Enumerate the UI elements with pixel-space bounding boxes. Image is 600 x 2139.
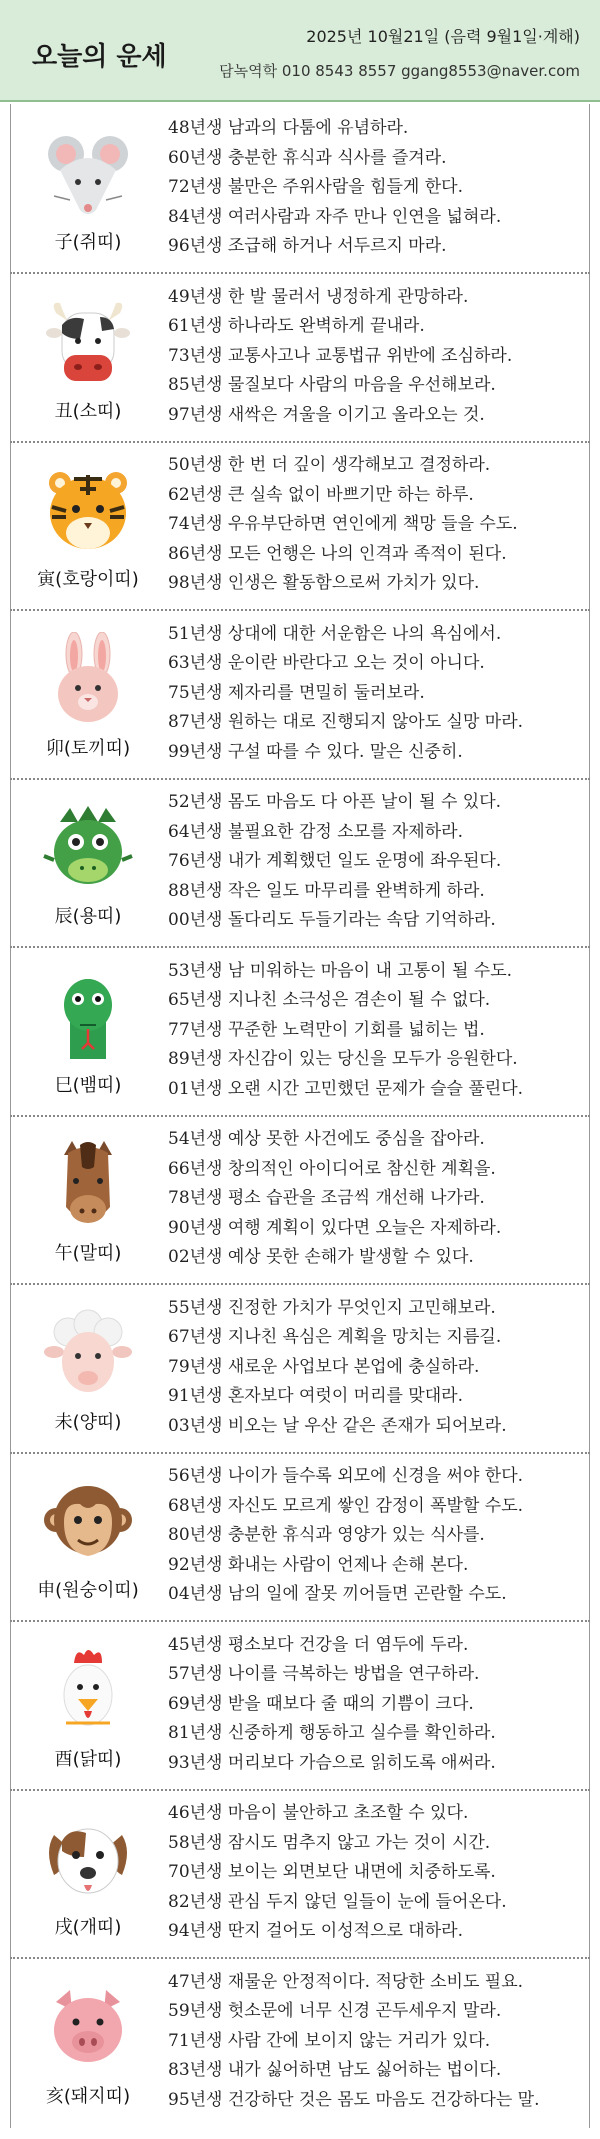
zodiac-section xyxy=(10,1452,590,1622)
fortune-line: 73년생 교통사고나 교통법규 위반에 조심하라. xyxy=(168,345,513,366)
fortune-lines xyxy=(168,114,584,262)
fortune-line: 65년생 지나친 소극성은 겸손이 될 수 없다. xyxy=(168,990,491,1011)
dragon-icon xyxy=(40,800,136,896)
fortune-line: 78년생 평소 습관을 조금씩 개선해 나가라. xyxy=(168,1188,485,1209)
zodiac-label: 申(원숭이띠) xyxy=(37,1580,139,1601)
fortune-line: 77년생 꾸준한 노력만이 기회를 넓히는 법. xyxy=(168,1019,485,1040)
monkey-icon xyxy=(40,1474,136,1570)
zodiac-label: 酉(닭띠) xyxy=(54,1748,122,1770)
fortune-line: 48년생 남과의 다툼에 유념하라. xyxy=(168,118,409,138)
fortune-line: 67년생 지나친 욕심은 계획을 망치는 지름길. xyxy=(168,1327,502,1348)
fortune-line: 53년생 남 미워하는 마음이 내 고통이 될 수도. xyxy=(168,960,513,981)
fortune-line: 85년생 물질보다 사람의 마음을 우선해보라. xyxy=(168,375,496,396)
fortune-line: 90년생 여행 계획이 있다면 오늘은 자제하라. xyxy=(168,1217,502,1238)
fortune-line: 01년생 오랜 시간 고민했던 문제가 슬슬 풀린다. xyxy=(168,1078,524,1099)
fortune-line: 93년생 머리보다 가슴으로 읽히도록 애써라. xyxy=(168,1752,496,1773)
zodiac-section xyxy=(10,104,590,274)
fortune-line: 86년생 모든 언행은 나의 인격과 족적이 된다. xyxy=(168,543,507,564)
fortune-lines xyxy=(168,620,584,768)
fortune-lines xyxy=(168,1125,584,1273)
zodiac-label: 寅(호랑이띠) xyxy=(37,569,139,590)
fortune-line: 72년생 불만은 주위사람을 힘들게 한다. xyxy=(168,177,463,198)
fortune-line: 51년생 상대에 대한 서운함은 나의 욕심에서. xyxy=(168,623,502,644)
fortune-line: 70년생 보이는 외면보단 내면에 치중하도록. xyxy=(168,1862,496,1883)
fortune-lines xyxy=(168,1294,584,1442)
fortune-line: 87년생 원하는 대로 진행되지 않아도 실망 마라. xyxy=(168,712,524,733)
fortune-line: 98년생 인생은 활동함으로써 가치가 있다. xyxy=(168,573,480,594)
rooster-icon xyxy=(40,1643,136,1739)
fortune-line: 45년생 평소보다 건강을 더 염두에 두라. xyxy=(168,1634,469,1655)
fortune-line: 63년생 운이란 바란다고 오는 것이 아니다. xyxy=(168,653,485,674)
fortune-line: 00년생 돌다리도 두들기라는 속담 기억하라. xyxy=(168,910,496,931)
fortune-line: 68년생 자신도 모르게 쌓인 감정이 폭발할 수도. xyxy=(168,1495,524,1516)
fortune-line: 49년생 한 발 물러서 냉정하게 관망하라. xyxy=(168,286,469,307)
fortune-lines xyxy=(168,283,584,431)
zodiac-section xyxy=(10,778,590,948)
fortune-line: 75년생 제자리를 면밀히 둘러보라. xyxy=(168,682,425,703)
zodiac-label: 亥(돼지띠) xyxy=(45,2085,131,2107)
fortune-line: 76년생 내가 계획했던 일도 운명에 좌우된다. xyxy=(168,851,502,872)
zodiac-label: 午(말띠) xyxy=(54,1243,122,1264)
fortune-line: 55년생 진정한 가치가 무엇인지 고민해보라. xyxy=(168,1297,496,1318)
fortune-lines xyxy=(168,957,584,1105)
fortune-line: 04년생 남의 일에 잘못 끼어들면 곤란할 수도. xyxy=(168,1584,507,1605)
fortune-line: 59년생 헛소문에 너무 신경 곤두세우지 말라. xyxy=(168,2001,502,2022)
fortune-line: 56년생 나이가 들수록 외모에 신경을 써야 한다. xyxy=(168,1466,524,1486)
horse-icon xyxy=(40,1137,136,1233)
fortune-line: 84년생 여러사람과 자주 만나 인연을 넓혀라. xyxy=(168,206,502,227)
zodiac-section xyxy=(10,610,590,780)
fortune-line: 02년생 예상 못한 손해가 발생할 수 있다. xyxy=(168,1247,474,1268)
zodiac-label: 巳(뱀띠) xyxy=(54,1074,122,1096)
fortune-line: 71년생 사람 간에 보이지 않는 거리가 있다. xyxy=(168,2030,491,2051)
fortune-lines xyxy=(168,788,584,936)
dog-icon xyxy=(40,1811,136,1907)
fortune-line: 99년생 구설 따를 수 있다. 말은 신중히. xyxy=(168,741,463,762)
zodiac-section xyxy=(10,1789,590,1959)
zodiac-section xyxy=(10,441,590,611)
fortune-line: 88년생 작은 일도 마무리를 완벽하게 하라. xyxy=(168,880,485,901)
page-title: 오늘의 운세 xyxy=(32,42,167,72)
fortune-line: 94년생 딴지 걸어도 이성적으로 대하라. xyxy=(168,1921,463,1942)
fortune-line: 89년생 자신감이 있는 당신을 모두가 응원한다. xyxy=(168,1049,518,1070)
fortune-lines xyxy=(168,1631,584,1779)
rat-icon xyxy=(40,126,136,222)
fortune-line: 91년생 혼자보다 여럿이 머리를 맞대라. xyxy=(168,1386,463,1407)
fortune-line: 69년생 받을 때보다 줄 때의 기쁨이 크다. xyxy=(168,1693,474,1714)
fortune-line: 95년생 건강하단 것은 몸도 마음도 건강하다는 말. xyxy=(168,2089,540,2110)
fortune-line: 50년생 한 번 더 깊이 생각해보고 결정하라. xyxy=(168,455,491,475)
zodiac-section xyxy=(10,947,590,1117)
fortune-line: 58년생 잠시도 멈추지 않고 가는 것이 시간. xyxy=(168,1832,491,1853)
contact-line: 담녹역학 010 8543 8557 ggang8553@naver.com xyxy=(219,62,580,80)
fortune-line: 97년생 새싹은 겨울을 이기고 올라오는 것. xyxy=(168,404,485,425)
fortune-line: 61년생 하나라도 완벽하게 끝내라. xyxy=(168,316,425,337)
fortune-line: 79년생 새로운 사업보다 본업에 충실하라. xyxy=(168,1356,480,1377)
tiger-icon xyxy=(40,463,136,559)
fortune-line: 60년생 충분한 휴식과 식사를 즐겨라. xyxy=(168,147,447,168)
fortune-lines xyxy=(168,451,584,599)
fortune-line: 82년생 관심 두지 않던 일들이 눈에 들어온다. xyxy=(168,1891,507,1912)
zodiac-section xyxy=(10,1958,590,2126)
zodiac-section xyxy=(10,1621,590,1791)
fortune-line: 03년생 비오는 날 우산 같은 존재가 되어보라. xyxy=(168,1415,507,1436)
zodiac-section xyxy=(10,1115,590,1285)
fortune-line: 64년생 불필요한 감정 소모를 자제하라. xyxy=(168,821,463,842)
fortune-line: 57년생 나이를 극복하는 방법을 연구하라. xyxy=(168,1664,480,1685)
zodiac-section xyxy=(10,273,590,443)
snake-icon xyxy=(40,969,136,1065)
ox-icon xyxy=(40,295,136,391)
zodiac-label: 戌(개띠) xyxy=(54,1917,122,1938)
rabbit-icon xyxy=(40,632,136,728)
header xyxy=(0,0,600,102)
fortune-line: 52년생 몸도 마음도 다 아픈 날이 될 수 있다. xyxy=(168,792,502,812)
fortune-line: 54년생 예상 못한 사건에도 중심을 잡아라. xyxy=(168,1129,485,1149)
date-line: 2025년 10월21일 (음력 9월1일·계해) xyxy=(306,27,580,46)
zodiac-label: 卯(토끼띠) xyxy=(45,737,131,759)
fortune-lines xyxy=(168,1462,584,1610)
pig-icon xyxy=(40,1980,136,2076)
zodiac-label: 辰(용띠) xyxy=(54,906,122,927)
fortune-line: 46년생 마음이 불안하고 초조할 수 있다. xyxy=(168,1803,469,1823)
zodiac-section xyxy=(10,1284,590,1454)
fortune-line: 83년생 내가 싫어하면 남도 싫어하는 법이다. xyxy=(168,2060,502,2081)
fortune-line: 66년생 창의적인 아이디어로 참신한 계획을. xyxy=(168,1158,496,1179)
zodiac-label: 子(쥐띠) xyxy=(54,232,122,253)
fortune-lines xyxy=(168,1968,584,2116)
fortune-line: 62년생 큰 실속 없이 바쁘기만 하는 하루. xyxy=(168,484,474,505)
fortune-line: 74년생 우유부단하면 연인에게 책망 들을 수도. xyxy=(168,514,518,535)
fortune-lines xyxy=(168,1799,584,1947)
fortune-line: 92년생 화내는 사람이 언제나 손해 본다. xyxy=(168,1554,469,1575)
fortune-line: 80년생 충분한 휴식과 영양가 있는 식사를. xyxy=(168,1525,485,1546)
fortune-line: 47년생 재물운 안정적이다. 적당한 소비도 필요. xyxy=(168,1971,524,1992)
sheep-icon xyxy=(40,1306,136,1402)
fortune-line: 81년생 신중하게 행동하고 실수를 확인하라. xyxy=(168,1723,496,1744)
fortune-line: 96년생 조급해 하거나 서두르지 마라. xyxy=(168,236,447,257)
zodiac-label: 丑(소띠) xyxy=(54,400,122,422)
zodiac-label: 未(양띠) xyxy=(54,1411,122,1433)
